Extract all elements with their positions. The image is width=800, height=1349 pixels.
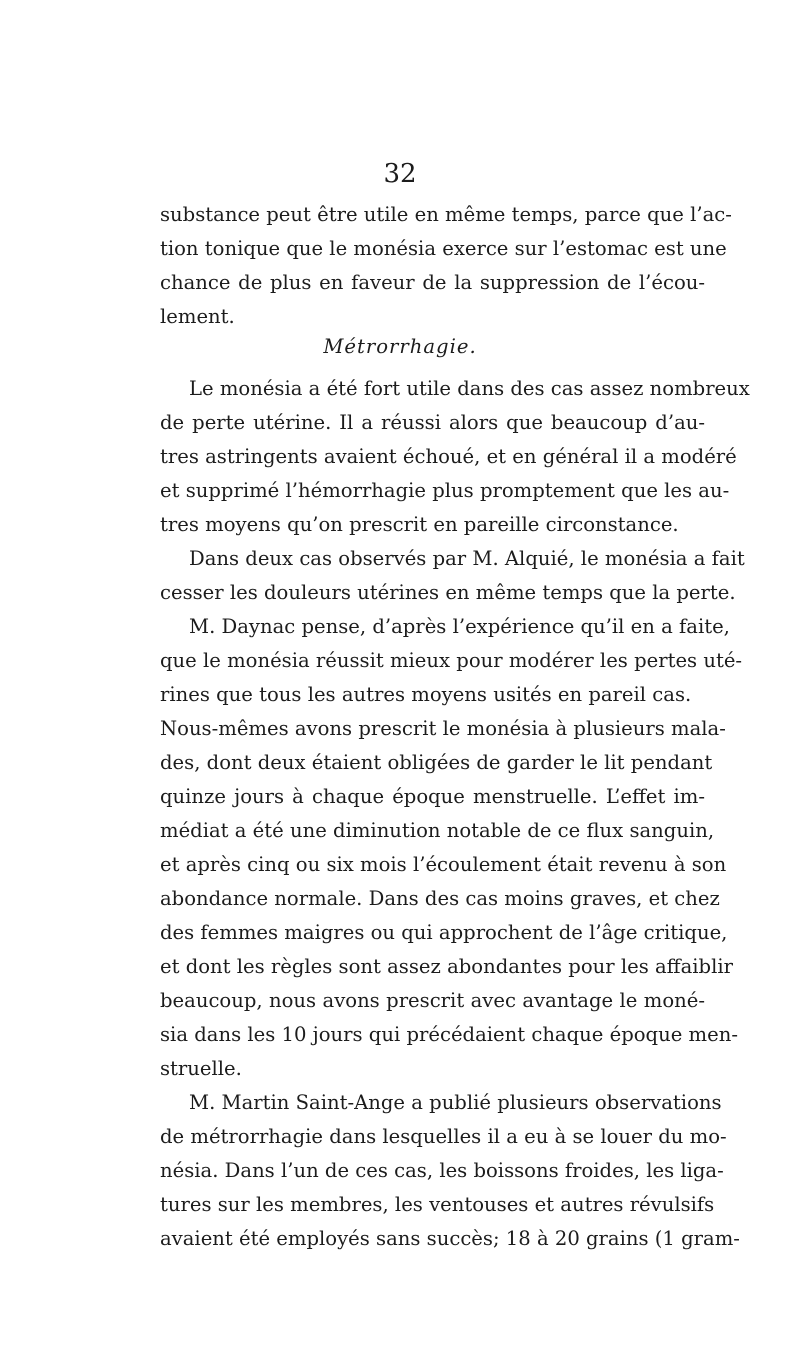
text-line: tures sur les membres, les ventouses et autres révulsifs (160, 1193, 715, 1216)
text-line: médiat a été une diminution notable de ce flux sanguin, (160, 819, 715, 842)
text-line: et après cinq ou six mois l’écoulement était revenu à son (160, 853, 727, 876)
text-line: tres astringents avaient échoué, et en général il a modéré (160, 445, 737, 468)
text-line: avaient été employés sans succès; 18 à 20 grains (1 gram- (160, 1227, 740, 1250)
text-line: rines que tous les autres moyens usités en pareil cas. (160, 683, 692, 706)
text-line: et dont les règles sont assez abondantes pour les affaiblir (160, 955, 733, 978)
text-line: substance peut être utile en même temps, parce que l’ac- (160, 203, 732, 226)
text-line: beaucoup, nous avons prescrit avec avantage le moné- (160, 989, 705, 1012)
text-line: tion tonique que le monésia exerce sur l’estomac est une (160, 237, 727, 260)
text-line: de métrorrhagie dans lesquelles il a eu à se louer du mo- (160, 1125, 727, 1148)
text-line: struelle. (160, 1057, 242, 1080)
page-number: 32 (383, 159, 417, 189)
text-line: des, dont deux étaient obligées de garder le lit pendant (160, 751, 713, 774)
text-line: Nous-mêmes avons prescrit le monésia à plusieurs mala- (160, 717, 726, 740)
text-line: Le monésia a été fort utile dans des cas assez nombreux (189, 377, 750, 400)
text-line: M. Martin Saint-Ange a publié plusieurs observations (189, 1091, 722, 1114)
text-line: tres moyens qu’on prescrit en pareille circonstance. (160, 513, 679, 536)
text-line: de perte utérine. Il a réussi alors que beaucoup d’au- (160, 411, 705, 434)
text-line: chance de plus en faveur de la suppression de l’écou- (160, 271, 705, 294)
text-line: lement. (160, 305, 235, 328)
text-line: que le monésia réussit mieux pour modérer les pertes uté- (160, 649, 743, 672)
text-line: M. Daynac pense, d’après l’expérience qu’il en a faite, (189, 615, 730, 638)
text-line: sia dans les 10 jours qui précédaient chaque époque men- (160, 1023, 738, 1046)
text-line: et supprimé l’hémorrhagie plus promptement que les au- (160, 479, 730, 502)
text-line: nésia. Dans l’un de ces cas, les boissons froides, les liga- (160, 1159, 724, 1182)
text-line: quinze jours à chaque époque menstruelle. L’effet im- (160, 785, 705, 808)
text-line: abondance normale. Dans des cas moins graves, et chez (160, 887, 720, 910)
text-line: Dans deux cas observés par M. Alquié, le monésia a fait (189, 547, 745, 570)
text-line: des femmes maigres ou qui approchent de l’âge critique, (160, 921, 728, 944)
text-line: cesser les douleurs utérines en même temps que la perte. (160, 581, 736, 604)
section-heading: Métrorrhagie. (323, 335, 477, 358)
